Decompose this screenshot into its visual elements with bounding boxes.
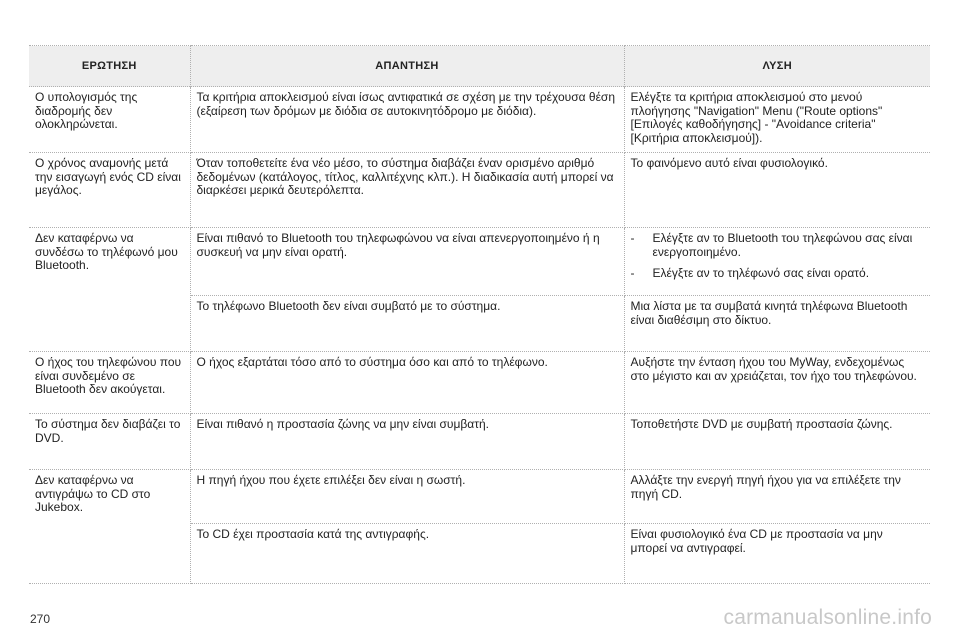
troubleshooting-table <box>29 45 930 584</box>
answer-cell: Το CD έχει προστασία κατά της αντιγραφής. <box>190 524 624 584</box>
solution-cell <box>624 228 930 296</box>
table-header-row <box>29 46 930 87</box>
solution-list <box>631 232 923 281</box>
question-cell: Ο ήχος του τηλεφώνου που είναι συνδεμένο σε Bluetooth δεν ακούγεται. <box>29 352 190 414</box>
solution-cell: Ελέγξτε τα κριτήρια αποκλεισμού στο μενού πλοήγησης "Navigation" Menu ("Route options" [Επιλογές καθοδήγησης] - "Avoidance criteria" [Κριτήρια αποκλεισμού]). <box>624 87 930 153</box>
page-number: 270 <box>30 612 51 626</box>
solution-cell: Μια λίστα με τα συμβατά κινητά τηλέφωνα Bluetooth είναι διαθέσιμη στο δίκτυο. <box>624 296 930 352</box>
answer-cell: Τα κριτήρια αποκλεισμού είναι ίσως αντιφατικά σε σχέση με την τρέχουσα θέση (εξαίρεση των δρόμων με διόδια σε αυτοκινητόδρομο με διόδια). <box>190 87 624 153</box>
list-item: - Ελέγξτε αν το Bluetooth του τηλεφώνου σας είναι ενεργοποιημένο. <box>630 231 913 259</box>
answer-cell: Είναι πιθανό το Bluetooth του τηλεφωφώνου να είναι απενεργοποιημένο ή η συσκευή να μην είναι ορατή. <box>190 228 624 296</box>
list-item-text: Ελέγξτε αν το Bluetooth του τηλεφώνου σας είναι ενεργοποιημένο. <box>652 231 913 259</box>
header-solution: ΛΥΣΗ <box>624 46 930 87</box>
table-row <box>29 228 930 296</box>
question-cell: Δεν καταφέρνω να αντιγράψω το CD στο Jukebox. <box>29 470 190 584</box>
solution-cell: Αυξήστε την ένταση ήχου του MyWay, ενδεχομένως στο μέγιστο και αν χρειάζεται, τον ήχο του τηλεφώνου. <box>624 352 930 414</box>
question-cell: Δεν καταφέρνω να συνδέσω το τηλέφωνό μου Bluetooth. <box>29 228 190 352</box>
question-cell: Ο χρόνος αναμονής μετά την εισαγωγή ενός CD είναι μεγάλος. <box>29 153 190 228</box>
table-row <box>29 414 930 470</box>
table-row <box>29 87 930 153</box>
list-item: - Ελέγξτε αν το τηλέφωνό σας είναι ορατό. <box>630 266 870 280</box>
answer-cell: Η πηγή ήχου που έχετε επιλέξει δεν είναι η σωστή. <box>190 470 624 524</box>
list-item-text: Ελέγξτε αν το τηλέφωνό σας είναι ορατό. <box>652 266 870 280</box>
solution-cell: Είναι φυσιολογικό ένα CD με προστασία να μην μπορεί να αντιγραφεί. <box>624 524 930 584</box>
solution-cell: Το φαινόμενο αυτό είναι φυσιολογικό. <box>624 153 930 228</box>
table-row <box>29 153 930 228</box>
header-question: ΕΡΩΤΗΣΗ <box>29 46 190 87</box>
table-row <box>29 352 930 414</box>
solution-cell: Αλλάξτε την ενεργή πηγή ήχου για να επιλέξετε την πηγή CD. <box>624 470 930 524</box>
answer-cell: Είναι πιθανό η προστασία ζώνης να μην είναι συμβατή. <box>190 414 624 470</box>
table-row <box>29 470 930 524</box>
answer-cell: Ο ήχος εξαρτάται τόσο από το σύστημα όσο και από το τηλέφωνο. <box>190 352 624 414</box>
watermark: carmanualsonline.info <box>723 606 932 629</box>
question-cell: Το σύστημα δεν διαβάζει το DVD. <box>29 414 190 470</box>
question-cell: Ο υπολογισμός της διαδρομής δεν ολοκληρώνεται. <box>29 87 190 153</box>
solution-cell: Τοποθετήστε DVD με συμβατή προστασία ζώνης. <box>624 414 930 470</box>
answer-cell: Το τηλέφωνο Bluetooth δεν είναι συμβατό με το σύστημα. <box>190 296 624 352</box>
answer-cell: Όταν τοποθετείτε ένα νέο μέσο, το σύστημα διαβάζει έναν ορισμένο αριθμό δεδομένων (κατάλογος, τίτλος, καλλιτέχνης κλπ.). Η διαδικασία αυτή μπορεί να διαρκέσει μερικά δευτερόλεπτα. <box>190 153 624 228</box>
header-answer: ΑΠΑΝΤΗΣΗ <box>190 46 624 87</box>
